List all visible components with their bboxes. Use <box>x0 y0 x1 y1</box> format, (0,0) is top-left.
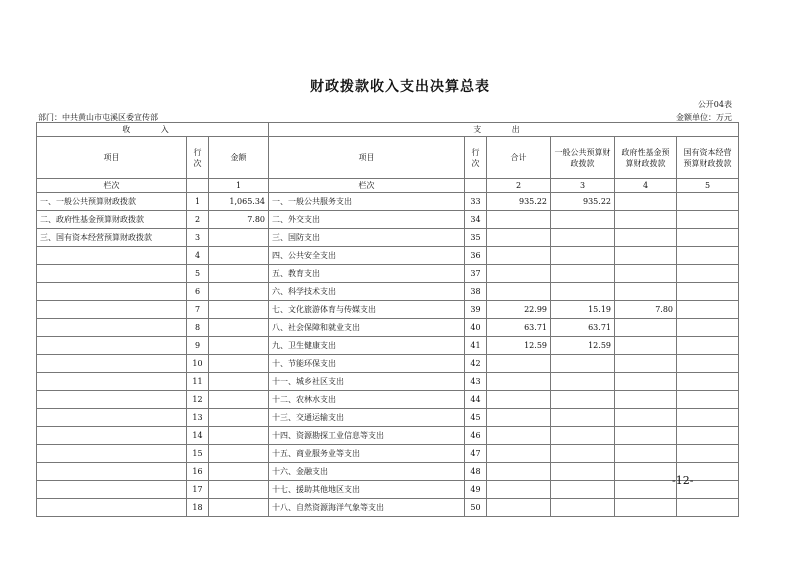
total-value <box>487 409 551 427</box>
income-row-no: 4 <box>187 247 209 265</box>
table-row <box>37 427 739 445</box>
total-value <box>487 373 551 391</box>
income-row-no: 14 <box>187 427 209 445</box>
table-row <box>37 319 739 337</box>
expense-item: 四、公共安全支出 <box>269 247 465 265</box>
expense-row-no: 39 <box>465 301 487 319</box>
income-row-no: 12 <box>187 391 209 409</box>
income-section-header: 收 入 <box>37 123 269 137</box>
expense-row-no: 42 <box>465 355 487 373</box>
total-value: 22.99 <box>487 301 551 319</box>
income-amount <box>209 499 269 517</box>
expense-item: 八、社会保障和就业支出 <box>269 319 465 337</box>
state-capital-value <box>677 247 739 265</box>
general-budget-value <box>551 427 615 445</box>
income-amount <box>209 427 269 445</box>
total-value <box>487 463 551 481</box>
general-budget-value <box>551 229 615 247</box>
general-budget-value: 15.19 <box>551 301 615 319</box>
total-value <box>487 427 551 445</box>
income-amount <box>209 355 269 373</box>
expense-item: 十、节能环保支出 <box>269 355 465 373</box>
expense-item: 十二、农林水支出 <box>269 391 465 409</box>
table-row <box>37 445 739 463</box>
income-amount <box>209 391 269 409</box>
total-value <box>487 355 551 373</box>
general-budget-value: 63.71 <box>551 319 615 337</box>
income-amount <box>209 481 269 499</box>
income-row-no: 18 <box>187 499 209 517</box>
expense-item: 十一、城乡社区支出 <box>269 373 465 391</box>
expense-row-no: 35 <box>465 229 487 247</box>
expense-item: 五、教育支出 <box>269 265 465 283</box>
gov-fund-value <box>615 337 677 355</box>
income-amount <box>209 283 269 301</box>
income-item-header: 项目 <box>37 137 187 179</box>
department-label: 部门：中共黄山市屯溪区委宣传部 <box>38 113 158 122</box>
expense-item: 六、科学技术支出 <box>269 283 465 301</box>
general-budget-value <box>551 445 615 463</box>
general-budget-value <box>551 373 615 391</box>
general-budget-value <box>551 499 615 517</box>
gov-fund-value <box>615 247 677 265</box>
income-amount <box>209 373 269 391</box>
total-value <box>487 283 551 301</box>
table-row <box>37 499 739 517</box>
income-row-no: 16 <box>187 463 209 481</box>
expense-col-label: 栏次 <box>269 179 465 193</box>
expense-row-no: 40 <box>465 319 487 337</box>
income-item <box>37 427 187 445</box>
table-row <box>37 229 739 247</box>
income-row-no: 1 <box>187 193 209 211</box>
gov-fund-value <box>615 409 677 427</box>
income-row-no: 8 <box>187 319 209 337</box>
gov-fund-value <box>615 463 677 481</box>
income-item <box>37 445 187 463</box>
income-amount <box>209 265 269 283</box>
table-row <box>37 283 739 301</box>
table-row <box>37 409 739 427</box>
col-1-label: 1 <box>209 179 269 193</box>
table-row <box>37 193 739 211</box>
state-capital-value <box>677 283 739 301</box>
state-capital-value <box>677 265 739 283</box>
expense-row-no: 36 <box>465 247 487 265</box>
income-row-no: 17 <box>187 481 209 499</box>
expense-row-no: 38 <box>465 283 487 301</box>
general-budget-value: 935.22 <box>551 193 615 211</box>
expense-row-no: 41 <box>465 337 487 355</box>
expense-item: 七、文化旅游体育与传媒支出 <box>269 301 465 319</box>
total-value <box>487 247 551 265</box>
gov-fund-value <box>615 427 677 445</box>
expense-item: 十五、商业服务业等支出 <box>269 445 465 463</box>
income-amount-header: 金额 <box>209 137 269 179</box>
income-row-no: 5 <box>187 265 209 283</box>
amount-unit: 金额单位：万元 <box>676 113 732 122</box>
gov-fund-value <box>615 373 677 391</box>
total-value: 12.59 <box>487 337 551 355</box>
income-item <box>37 265 187 283</box>
col-5-label: 5 <box>677 179 739 193</box>
expense-row-no: 37 <box>465 265 487 283</box>
total-value: 935.22 <box>487 193 551 211</box>
income-item <box>37 481 187 499</box>
gov-fund-value: 7.80 <box>615 301 677 319</box>
income-amount <box>209 445 269 463</box>
expense-row-no: 44 <box>465 391 487 409</box>
income-amount: 1,065.34 <box>209 193 269 211</box>
gov-fund-value <box>615 481 677 499</box>
general-budget-value <box>551 391 615 409</box>
income-row-no: 9 <box>187 337 209 355</box>
total-value <box>487 229 551 247</box>
income-amount <box>209 463 269 481</box>
income-amount <box>209 319 269 337</box>
expense-row-no: 50 <box>465 499 487 517</box>
state-capital-value <box>677 373 739 391</box>
general-budget-value <box>551 463 615 481</box>
income-amount <box>209 229 269 247</box>
empty-cell <box>187 179 209 193</box>
gov-fund-value <box>615 265 677 283</box>
gov-fund-value <box>615 499 677 517</box>
income-item <box>37 409 187 427</box>
table-row <box>37 481 739 499</box>
income-item: 三、国有资本经营预算财政拨款 <box>37 229 187 247</box>
form-number: 公开04表 <box>697 100 732 109</box>
expense-row-no: 43 <box>465 373 487 391</box>
general-budget-value <box>551 211 615 229</box>
empty-cell <box>465 179 487 193</box>
table-row <box>37 373 739 391</box>
total-value <box>487 445 551 463</box>
gov-fund-value <box>615 211 677 229</box>
income-item: 一、一般公共预算财政拨款 <box>37 193 187 211</box>
gov-fund-value <box>615 355 677 373</box>
total-header: 合计 <box>487 137 551 179</box>
expense-item: 二、外交支出 <box>269 211 465 229</box>
table-row <box>37 301 739 319</box>
expense-item: 十七、援助其他地区支出 <box>269 481 465 499</box>
income-item <box>37 301 187 319</box>
expense-row-no: 34 <box>465 211 487 229</box>
state-capital-value <box>677 391 739 409</box>
income-row-no-header: 行次 <box>187 137 209 179</box>
income-row-no: 15 <box>187 445 209 463</box>
col-2-label: 2 <box>487 179 551 193</box>
gov-fund-value <box>615 445 677 463</box>
budget-summary-table <box>36 122 739 517</box>
table-row <box>37 211 739 229</box>
income-item <box>37 373 187 391</box>
general-budget-value <box>551 283 615 301</box>
table-row <box>37 247 739 265</box>
state-capital-value <box>677 355 739 373</box>
income-item <box>37 463 187 481</box>
general-budget-value <box>551 481 615 499</box>
table-row <box>37 463 739 481</box>
total-value <box>487 481 551 499</box>
general-budget-value <box>551 409 615 427</box>
expense-row-no: 48 <box>465 463 487 481</box>
table-row <box>37 355 739 373</box>
total-value <box>487 391 551 409</box>
state-capital-value <box>677 409 739 427</box>
general-budget-value: 12.59 <box>551 337 615 355</box>
income-amount <box>209 409 269 427</box>
income-row-no: 3 <box>187 229 209 247</box>
gov-fund-value <box>615 319 677 337</box>
gov-fund-value <box>615 193 677 211</box>
general-budget-value <box>551 247 615 265</box>
income-item: 二、政府性基金预算财政拨款 <box>37 211 187 229</box>
state-capital-value <box>677 499 739 517</box>
gov-fund-value <box>615 229 677 247</box>
total-value <box>487 211 551 229</box>
expense-item: 十八、自然资源海洋气象等支出 <box>269 499 465 517</box>
income-col-label: 栏次 <box>37 179 187 193</box>
expense-section-header: 支 出 <box>269 123 739 137</box>
expense-item: 一、一般公共服务支出 <box>269 193 465 211</box>
total-value <box>487 499 551 517</box>
expense-row-no-header: 行次 <box>465 137 487 179</box>
expense-row-no: 46 <box>465 427 487 445</box>
income-item <box>37 247 187 265</box>
table-row <box>37 265 739 283</box>
income-row-no: 7 <box>187 301 209 319</box>
expense-row-no: 45 <box>465 409 487 427</box>
col-3-label: 3 <box>551 179 615 193</box>
table-row <box>37 337 739 355</box>
income-item <box>37 391 187 409</box>
income-amount: 7.80 <box>209 211 269 229</box>
state-capital-value <box>677 193 739 211</box>
state-capital-value <box>677 229 739 247</box>
page-number: -12- <box>672 474 694 487</box>
total-value: 63.71 <box>487 319 551 337</box>
income-item <box>37 283 187 301</box>
expense-item: 十六、金融支出 <box>269 463 465 481</box>
income-item <box>37 319 187 337</box>
income-amount <box>209 337 269 355</box>
general-budget-value <box>551 265 615 283</box>
state-capital-value <box>677 319 739 337</box>
income-amount <box>209 247 269 265</box>
expense-item: 十四、资源勘探工业信息等支出 <box>269 427 465 445</box>
expense-item-header: 项目 <box>269 137 465 179</box>
general-budget-value <box>551 355 615 373</box>
income-row-no: 2 <box>187 211 209 229</box>
income-item <box>37 355 187 373</box>
expense-row-no: 47 <box>465 445 487 463</box>
expense-row-no: 33 <box>465 193 487 211</box>
state-capital-value <box>677 337 739 355</box>
gov-fund-header: 政府性基金预算财政拨款 <box>615 137 677 179</box>
state-capital-value <box>677 211 739 229</box>
state-capital-value <box>677 445 739 463</box>
income-row-no: 11 <box>187 373 209 391</box>
total-value <box>487 265 551 283</box>
expense-item: 九、卫生健康支出 <box>269 337 465 355</box>
table-row <box>37 391 739 409</box>
general-budget-header: 一般公共预算财政拨款 <box>551 137 615 179</box>
expense-item: 三、国防支出 <box>269 229 465 247</box>
expense-row-no: 49 <box>465 481 487 499</box>
income-item <box>37 499 187 517</box>
income-row-no: 10 <box>187 355 209 373</box>
state-capital-value <box>677 301 739 319</box>
income-item <box>37 337 187 355</box>
gov-fund-value <box>615 391 677 409</box>
expense-item: 十三、交通运输支出 <box>269 409 465 427</box>
state-capital-header: 国有资本经营预算财政拨款 <box>677 137 739 179</box>
col-4-label: 4 <box>615 179 677 193</box>
income-row-no: 6 <box>187 283 209 301</box>
state-capital-value <box>677 427 739 445</box>
page-title: 财政拨款收入支出决算总表 <box>310 79 490 95</box>
income-row-no: 13 <box>187 409 209 427</box>
income-amount <box>209 301 269 319</box>
gov-fund-value <box>615 283 677 301</box>
